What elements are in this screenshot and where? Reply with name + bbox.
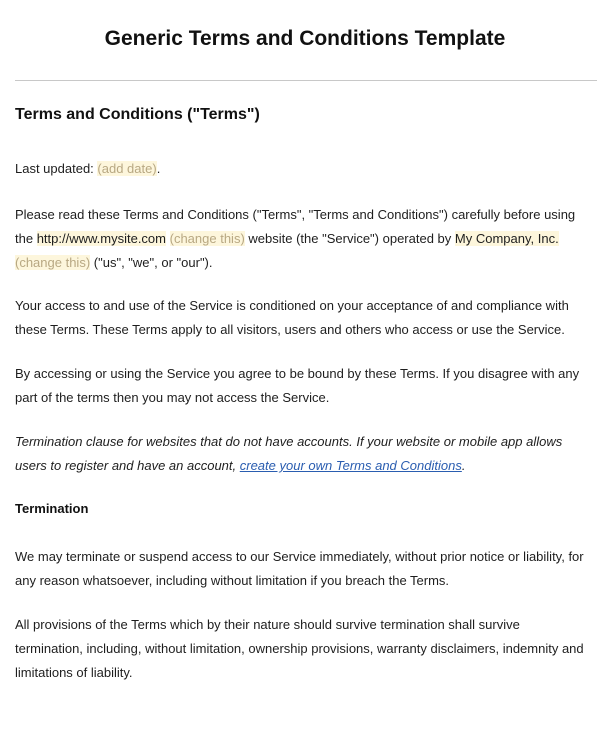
company-name: My Company, Inc. [454,231,559,246]
survival-paragraph: All provisions of the Terms which by their nature should survive termination shall survive termination, including, without limitation, ownership provisions, warranty disclaimers, indemnity and limitations of liability. [15,617,584,680]
change-company-placeholder: (change this) [15,255,91,270]
note-end: . [461,458,466,473]
termination-heading: Termination [15,501,89,516]
section-heading-terms: Terms and Conditions ("Terms") [15,106,260,123]
last-updated-line [15,157,590,181]
create-terms-link[interactable]: create your own Terms and Conditions [239,458,462,473]
last-updated-end: . [156,161,161,176]
note-text: Termination clause for websites that do not have accounts. If your website or mobile app allows users to register and have an account, [15,434,563,473]
intro-paragraph [15,203,590,275]
intro-text-b: website (the "Service") operated by [244,231,455,246]
last-updated-label: Last updated: [15,161,94,176]
site-url: http://www.mysite.com [36,231,166,246]
termination-paragraph: We may terminate or suspend access to our Service immediately, without prior notice or liability, for any reason whatsoever, including without limitation if you breach the Terms. [15,549,584,588]
intro-text-c: ("us", "we", or "our"). [93,255,213,270]
access-paragraph: Your access to and use of the Service is conditioned on your acceptance of and compliance with these Terms. These Terms apply to all visitors, users and others who access or use the Service. [15,298,569,337]
date-placeholder: (add date) [97,161,157,176]
document-title: Generic Terms and Conditions Template [104,27,506,50]
termination-note [15,430,590,478]
intro-text-a: Please read these Terms and Conditions ("Terms", "Terms and Conditions") carefully before using the [15,207,576,246]
change-url-placeholder: (change this) [169,231,245,246]
title-divider [15,80,597,81]
agreement-paragraph: By accessing or using the Service you agree to be bound by these Terms. If you disagree with any part of the terms then you may not access the Service. [15,366,580,405]
